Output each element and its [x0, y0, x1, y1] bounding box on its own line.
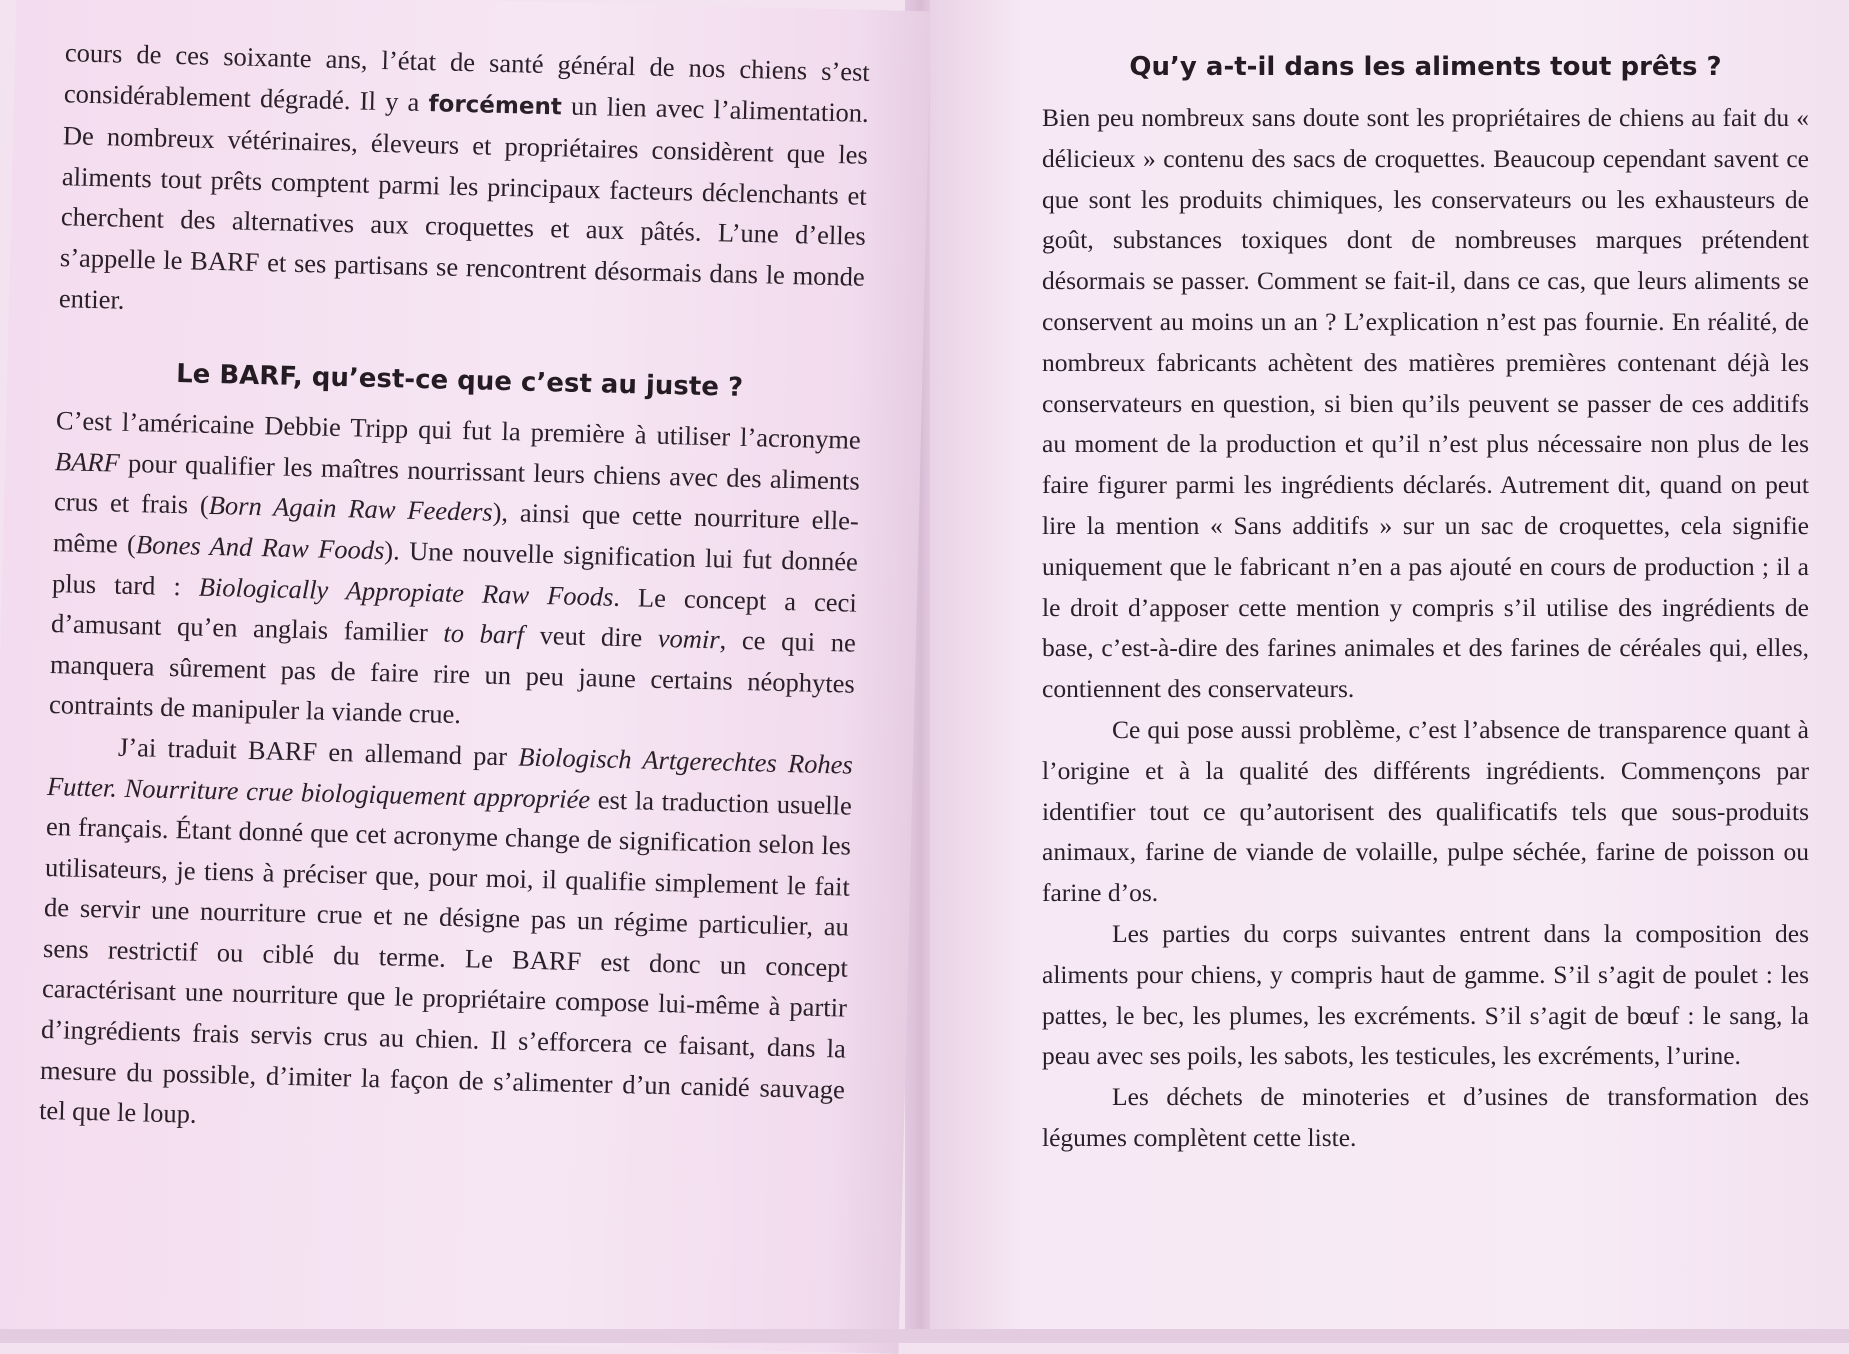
right-paragraph-4: Les déchets de minoteries et d’usines de transformation des légumes complètent cette liste. [1042, 1082, 1809, 1152]
emphasis-forcement: forcément [428, 90, 563, 120]
page-bottom-edge [0, 1329, 1849, 1343]
left-section-heading: Le BARF, qu’est-ce que c’est au juste ? [175, 359, 744, 404]
right-paragraph-1: Bien peu nombreux sans doute sont les propriétaires de chiens au fait du « délicieux » contenu des sacs de croquettes. Beaucoup cependant savent ce que sont les produits chimiques, les conservateurs ou les exhausteurs de goût, substances toxiques dont de nombreuses marques prétendent désormais se passer. Comment se fait-il, dans ce cas, que leurs aliments se conservent au moins un an ? L’explication n’est pas fournie. En réalité, de nombreux fabricants achètent des matières premières contenant déjà les conservateurs en question, si bien qu’ils peuvent se passer de ces additifs au moment de la production et qu’il n’est plus nécessaire non plus de les faire figurer parmi les ingrédients déclarés. Autrement dit, quand on peut lire la mention « Sans additifs » sur un sac de croquettes, cela signifie uniquement que le fabricant n’en a pas ajouté en cours de production ; il a le droit d’apposer cette mention y compris s’il utilise des ingrédients de base, c’est-à-dire des farines animales et des farines de céréales qui, elles, contiennent des conservateurs. [1042, 103, 1809, 704]
right-paragraph-3: Les parties du corps suivantes entrent dans la composition des aliments pour chiens, y compris haut de gamme. S’il s’agit de poulet : les pattes, le bec, les plumes, les excréments. S’il s’agit de bœuf : le sang, la peau avec ses poils, les sabots, les testicules, les excréments, l’urine. [1042, 918, 1809, 1071]
left-paragraph-2: C’est l’américaine Debbie Tripp qui fut la première à utiliser l’acronyme BARF pour qualifier les maîtres nourrissant leurs chiens avec des aliments crus et frais (Born Again Raw Feeders), ainsi que cette nourriture elle-même (Bones And Raw Foods). Une nouvelle signification lui fut donnée plus tard : Biologically Appropiate Raw Foods. Le concept a ceci d’amusant qu’en anglais familier to barf veut dire vomir, ce qui ne manquera sûrement pas de faire rire un peu jaune certains néophytes contraints de manipuler la viande crue. [48, 405, 862, 730]
left-paragraph-3: J’ai traduit BARF en allemand par Biologisch Artgerechtes Rohes Futter. Nourriture crue biologiquement appropriée est la traduction usuelle en français. Étant donné que cet acronyme change de signification selon les utilisateurs, je tiens à préciser que, pour moi, il qualifie simplement le fait de servir une nourriture crue et ne désigne pas un régime particulier, au sens restrictif ou ciblé du terme. Le BARF est donc un concept caractérisant une nourriture que le propriétaire compose lui-même à partir d’ingrédients frais servis crus au chien. Il s’efforcera ce faisant, dans la mesure du possible, d’imiter la façon de s’alimenter d’un canidé sauvage tel que le loup. [38, 731, 854, 1130]
right-page [930, 0, 1849, 1343]
right-paragraph-2: Ce qui pose aussi problème, c’est l’absence de transparence quant à l’origine et à la qualité des différents ingrédients. Commençons par identifier tout ce qu’autorisent des qualificatifs tels que sous-produits animaux, farine de viande de volaille, pulpe séchée, farine de poisson ou farine d’os. [1042, 714, 1809, 908]
right-section-heading: Qu’y a-t-il dans les aliments tout prêts ? [1129, 52, 1722, 82]
left-paragraph-1: cours de ces soixante ans, l’état de santé général de nos chiens s’est considérablement dégradé. Il y a forcément un lien avec l’alimentation. De nombreux vétérinaires, éleveurs et propriétaires considèrent que les aliments tout prêts comptent parmi les principaux facteurs déclenchants et cherchent des alternatives aux croquettes et aux pâtés. L’une d’elles s’appelle le BARF et ses partisans se rencontrent désormais dans le monde entier. [58, 37, 871, 315]
